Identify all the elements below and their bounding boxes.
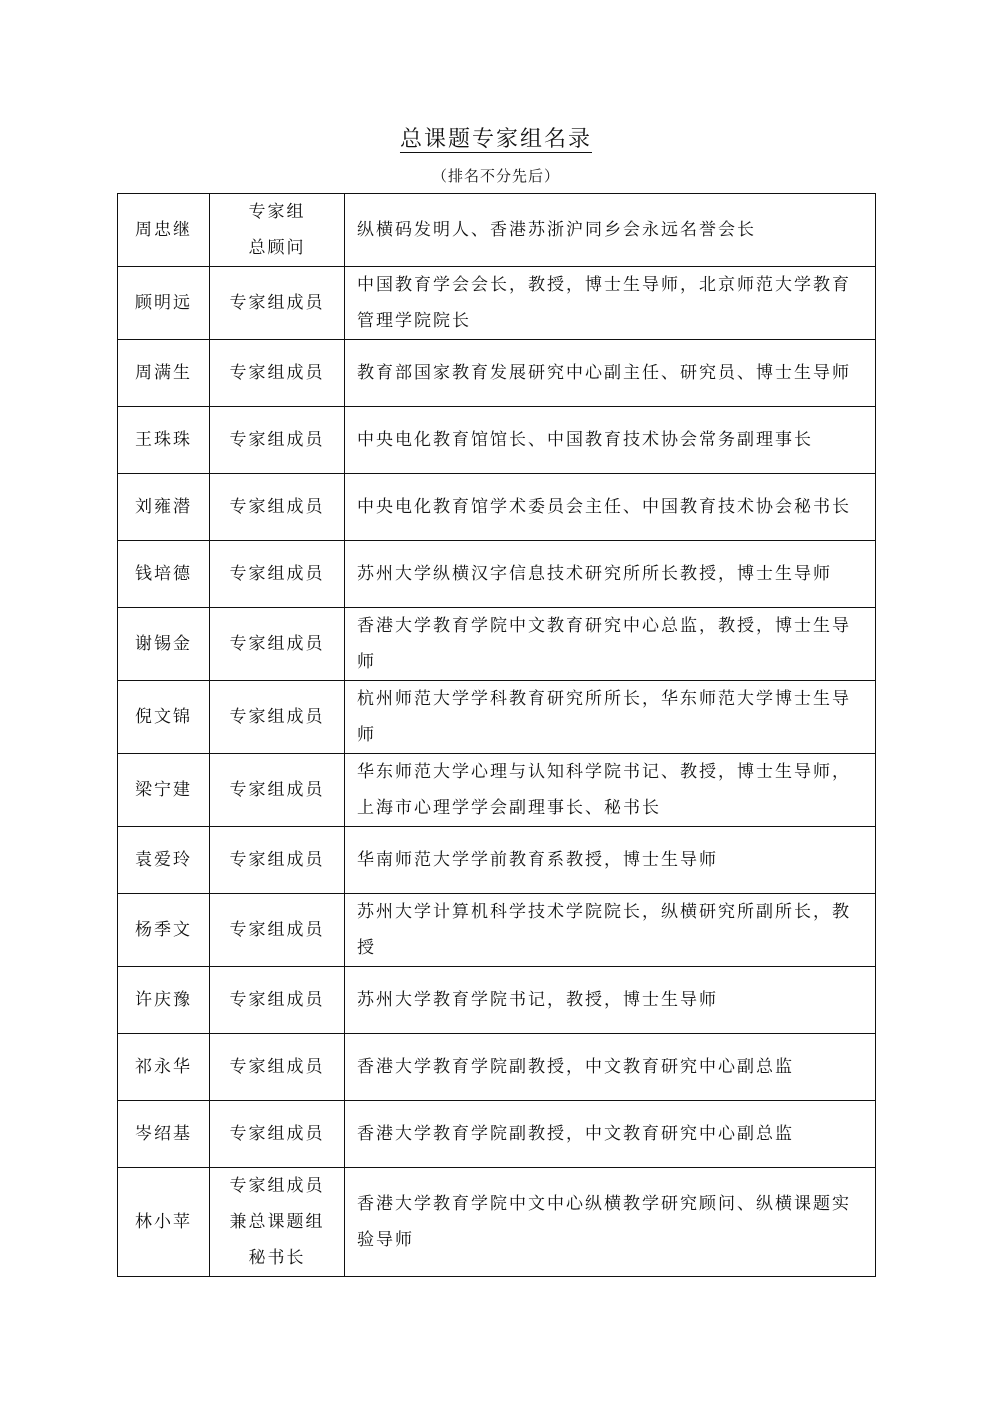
member-name: 谢锡金 bbox=[118, 608, 210, 681]
member-description: 中央电化教育馆学术委员会主任、中国教育技术协会秘书长 bbox=[345, 474, 876, 541]
table-row bbox=[118, 267, 876, 340]
member-description: 香港大学教育学院副教授，中文教育研究中心副总监 bbox=[345, 1101, 876, 1168]
member-description: 华南师范大学学前教育系教授，博士生导师 bbox=[345, 827, 876, 894]
table-row bbox=[118, 1034, 876, 1101]
member-description: 杭州师范大学学科教育研究所所长，华东师范大学博士生导师 bbox=[345, 681, 876, 754]
member-name: 王珠珠 bbox=[118, 407, 210, 474]
member-name: 林小苹 bbox=[118, 1168, 210, 1277]
table-row bbox=[118, 474, 876, 541]
member-description: 教育部国家教育发展研究中心副主任、研究员、博士生导师 bbox=[345, 340, 876, 407]
table-row bbox=[118, 407, 876, 474]
member-role: 专家组成员 兼总课题组 秘书长 bbox=[210, 1168, 345, 1277]
member-name: 顾明远 bbox=[118, 267, 210, 340]
member-name: 杨季文 bbox=[118, 894, 210, 967]
member-role: 专家组成员 bbox=[210, 340, 345, 407]
member-role: 专家组成员 bbox=[210, 754, 345, 827]
member-name: 祁永华 bbox=[118, 1034, 210, 1101]
member-role: 专家组成员 bbox=[210, 1101, 345, 1168]
table-row bbox=[118, 608, 876, 681]
member-role: 专家组成员 bbox=[210, 608, 345, 681]
document-subtitle: （排名不分先后） bbox=[431, 167, 560, 185]
expert-roster-table bbox=[117, 193, 876, 1277]
member-role: 专家组成员 bbox=[210, 1034, 345, 1101]
member-role: 专家组成员 bbox=[210, 407, 345, 474]
member-name: 岑绍基 bbox=[118, 1101, 210, 1168]
member-role: 专家组成员 bbox=[210, 474, 345, 541]
table-row bbox=[118, 1101, 876, 1168]
member-description: 华东师范大学心理与认知科学院书记、教授，博士生导师，上海市心理学学会副理事长、秘书长 bbox=[345, 754, 876, 827]
table-row bbox=[118, 194, 876, 267]
member-description: 苏州大学计算机科学技术学院院长，纵横研究所副所长，教授 bbox=[345, 894, 876, 967]
member-role: 专家组成员 bbox=[210, 827, 345, 894]
member-description: 中国教育学会会长，教授，博士生导师，北京师范大学教育管理学院院长 bbox=[345, 267, 876, 340]
table-row bbox=[118, 967, 876, 1034]
member-description: 苏州大学教育学院书记，教授，博士生导师 bbox=[345, 967, 876, 1034]
member-role: 专家组成员 bbox=[210, 894, 345, 967]
member-name: 梁宁建 bbox=[118, 754, 210, 827]
member-description: 香港大学教育学院中文中心纵横教学研究顾问、纵横课题实验导师 bbox=[345, 1168, 876, 1277]
member-description: 中央电化教育馆馆长、中国教育技术协会常务副理事长 bbox=[345, 407, 876, 474]
table-row bbox=[118, 754, 876, 827]
member-role: 专家组成员 bbox=[210, 541, 345, 608]
table-row bbox=[118, 340, 876, 407]
table-row bbox=[118, 541, 876, 608]
table-row bbox=[118, 1168, 876, 1277]
document-title: 总课题专家组名录 bbox=[399, 127, 592, 152]
member-role: 专家组成员 bbox=[210, 967, 345, 1034]
member-description: 纵横码发明人、香港苏浙沪同乡会永远名誉会长 bbox=[345, 194, 876, 267]
member-role: 专家组成员 bbox=[210, 267, 345, 340]
member-name: 许庆豫 bbox=[118, 967, 210, 1034]
table-row bbox=[118, 827, 876, 894]
member-name: 刘雍潜 bbox=[118, 474, 210, 541]
member-description: 苏州大学纵横汉字信息技术研究所所长教授，博士生导师 bbox=[345, 541, 876, 608]
member-name: 周满生 bbox=[118, 340, 210, 407]
member-role: 专家组 总顾问 bbox=[210, 194, 345, 267]
member-description: 香港大学教育学院中文教育研究中心总监，教授，博士生导师 bbox=[345, 608, 876, 681]
table-row bbox=[118, 681, 876, 754]
member-role: 专家组成员 bbox=[210, 681, 345, 754]
member-name: 周忠继 bbox=[118, 194, 210, 267]
table-row bbox=[118, 894, 876, 967]
member-name: 倪文锦 bbox=[118, 681, 210, 754]
member-description: 香港大学教育学院副教授，中文教育研究中心副总监 bbox=[345, 1034, 876, 1101]
member-name: 袁爱玲 bbox=[118, 827, 210, 894]
member-name: 钱培德 bbox=[118, 541, 210, 608]
roster-body bbox=[118, 194, 876, 1277]
